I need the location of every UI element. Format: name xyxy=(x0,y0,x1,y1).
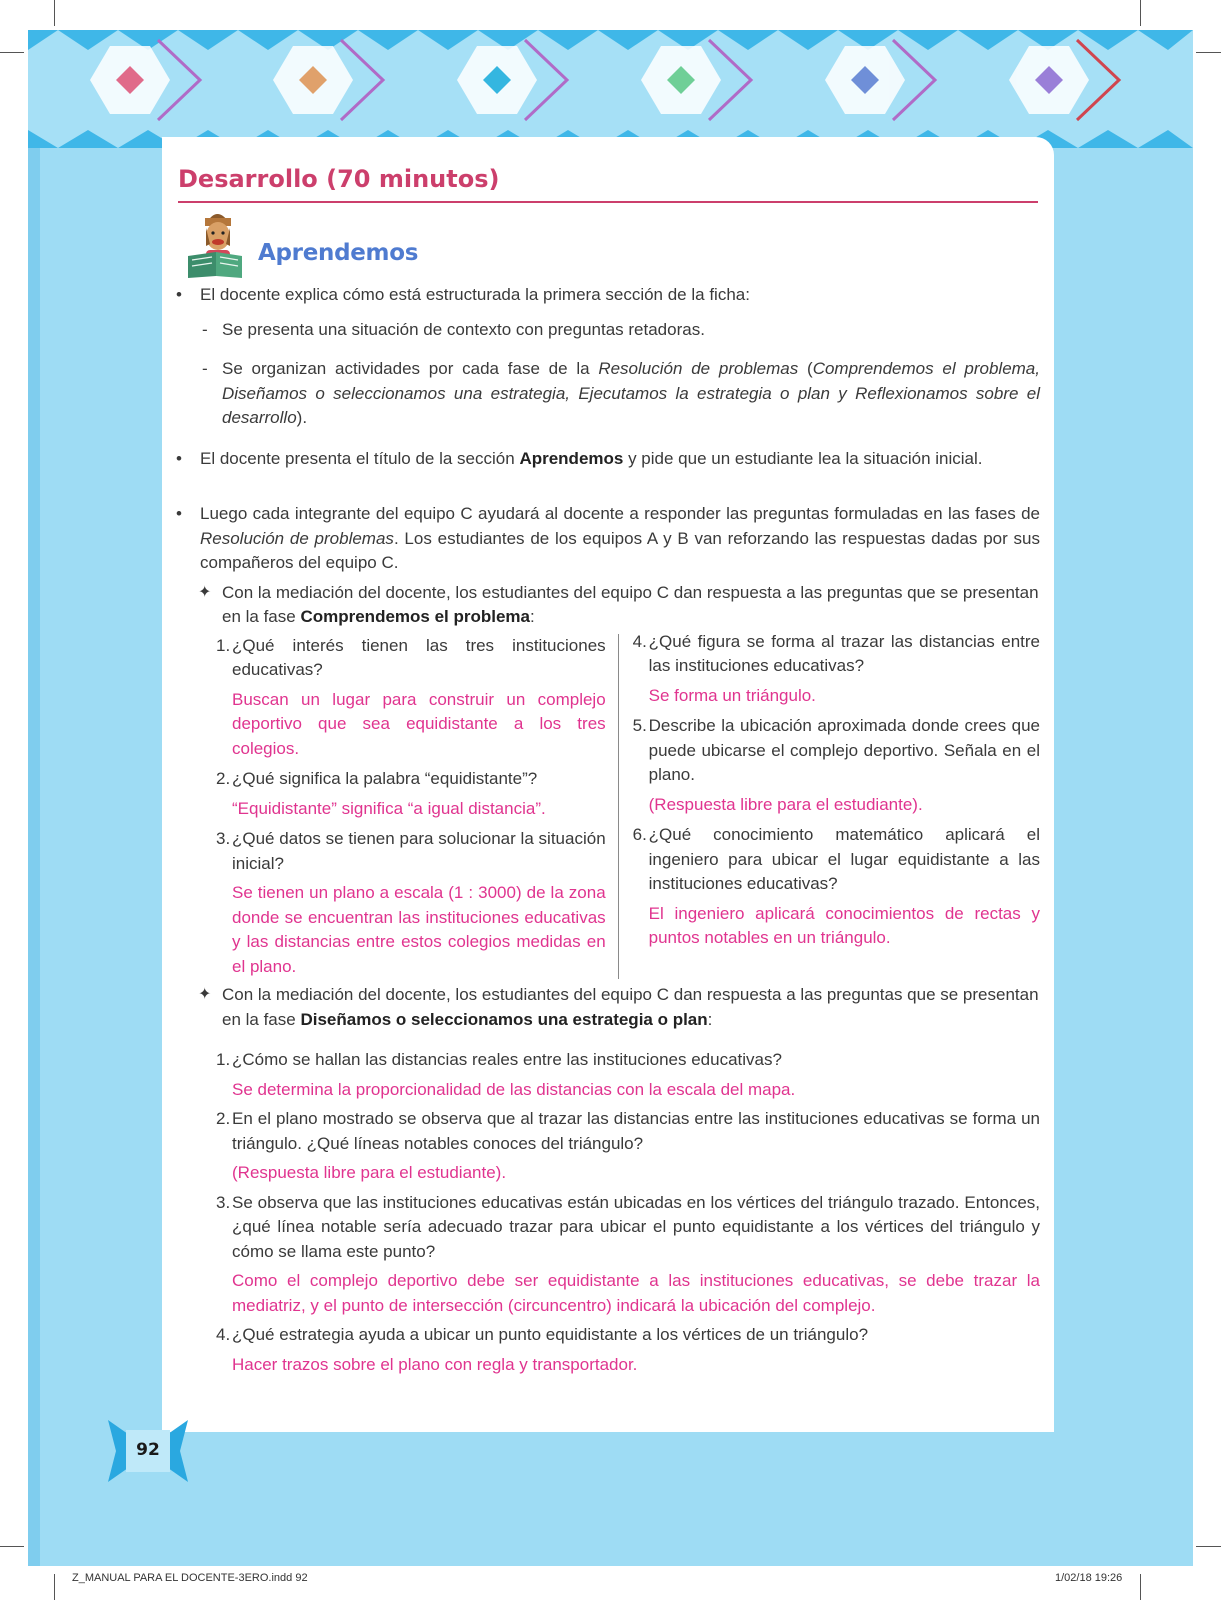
crop-mark xyxy=(1140,0,1141,26)
plus-icon: ✦ xyxy=(198,986,212,1003)
question-text: ¿Cómo se hallan las distancias reales entre las instituciones educativas? xyxy=(232,1050,782,1069)
question-item xyxy=(633,823,1040,897)
phase2-intro xyxy=(176,983,1040,1032)
phase2-intro-text: : xyxy=(707,1009,713,1029)
plus-icon: ✦ xyxy=(198,583,212,601)
bullet-team xyxy=(176,502,1040,576)
question-number: 1. xyxy=(216,635,231,655)
question-item xyxy=(216,1107,1040,1156)
crop-mark xyxy=(54,0,55,26)
question-text: ¿Qué significa la palabra “equidistante”? xyxy=(232,769,538,788)
sub-item xyxy=(176,318,1040,343)
crop-mark xyxy=(1196,52,1221,53)
bullet-text: Luego cada integrante del equipo C ayudará al docente a responder las preguntas formuladas en las fases de xyxy=(200,504,1040,523)
decorative-header-band xyxy=(28,30,1193,148)
question-number: 1. xyxy=(216,1050,231,1069)
crop-mark xyxy=(54,1574,55,1600)
crop-mark xyxy=(1196,1546,1221,1547)
bullet-text: El docente explica cómo está estructurada la primera sección de la ficha: xyxy=(200,285,750,304)
aprendemos-heading: Aprendemos xyxy=(258,240,419,266)
question-item xyxy=(216,767,606,792)
crop-mark xyxy=(0,1546,24,1547)
sub-item-text: Se presenta una situación de contexto con preguntas retadoras. xyxy=(222,319,705,339)
phase1-intro xyxy=(176,581,1040,630)
bullet-bold: Aprendemos xyxy=(519,448,624,468)
bullet-text: y pide que un estudiante lea la situación inicial. xyxy=(623,448,983,468)
phase1-right-column xyxy=(632,631,1040,980)
question-number: 4. xyxy=(632,631,647,651)
question-number: 4. xyxy=(216,1325,231,1344)
footer-timestamp: 1/02/18 19:26 xyxy=(1055,1572,1123,1584)
question-item xyxy=(216,1191,1040,1265)
sub-item-text: ). xyxy=(296,408,308,427)
answer-text: Se forma un triángulo. xyxy=(648,685,816,705)
question-number: 3. xyxy=(216,829,231,848)
phase1-columns xyxy=(216,631,1040,980)
sub-item-italic: Comprendemos el problema, Diseñamos o seleccionamos una estrategia, Ejecutamos la estrategia o plan y Reflexionamos sobre el desarrollo xyxy=(222,359,1040,427)
question-number: 6. xyxy=(632,825,647,844)
student-reading-icon xyxy=(186,206,248,280)
left-side-strip xyxy=(28,148,40,1570)
question-text: En el plano mostrado se observa que al trazar las distancias entre las instituciones educativas se forma un triángulo. ¿Qué líneas notables conoces del triángulo? xyxy=(232,1109,1040,1153)
title-rule xyxy=(178,201,1038,203)
sub-item-text: Se organizan actividades por cada fase de la xyxy=(222,359,599,378)
answer-text: Hacer trazos sobre el plano con regla y transportador. xyxy=(232,1354,638,1374)
question-number: 3. xyxy=(216,1192,231,1212)
question-number: 2. xyxy=(216,1109,231,1128)
question-text: Se observa que las instituciones educativas están ubicadas en los vértices del triángulo trazado. Entonces, ¿qué línea notable sería adecuado trazar para ubicar el punto equidistante a los vértices del triángulo y cómo se llama este punto? xyxy=(232,1192,1040,1261)
answer-text: Se determina la proporcionalidad de las distancias con la escala del mapa. xyxy=(232,1079,796,1099)
sub-item-text: ( xyxy=(798,359,813,378)
footer-filename: Z_MANUAL PARA EL DOCENTE-3ERO.indd 92 xyxy=(72,1572,308,1584)
question-text: ¿Qué datos se tienen para solucionar la situación inicial? xyxy=(232,829,606,873)
section-title: Desarrollo (70 minutos) xyxy=(178,165,500,193)
sub-item-italic: Resolución de problemas xyxy=(598,359,799,378)
question-number: 2. xyxy=(216,769,231,788)
answer-text: (Respuesta libre para el estudiante). xyxy=(232,1163,507,1182)
sub-item xyxy=(176,357,1040,431)
question-item xyxy=(216,634,606,683)
main-content xyxy=(176,283,1040,1377)
bullet-italic: Resolución de problemas xyxy=(200,528,394,548)
bullet-title xyxy=(176,447,1040,472)
phase2-intro-text: Con la mediación del docente, los estudiantes del equipo C dan respuesta a las preguntas que se presentan en la fase xyxy=(222,985,1039,1029)
question-number: 5. xyxy=(632,716,647,735)
question-item xyxy=(633,714,1040,788)
phase2-intro-bold: Diseñamos o seleccionamos una estrategia o plan xyxy=(300,1009,708,1029)
page-number: 92 xyxy=(136,1440,160,1460)
phase1-intro-text: : xyxy=(530,607,535,626)
question-item xyxy=(216,827,606,876)
bullet-text: El docente presenta el título de la sección xyxy=(200,448,520,468)
column-divider xyxy=(618,634,619,980)
answer-text: Buscan un lugar para construir un complejo deportivo que sea equidistante a los tres colegios. xyxy=(232,689,606,758)
question-item xyxy=(633,630,1040,679)
question-text: ¿Qué estrategia ayuda a ubicar un punto equidistante a los vértices de un triángulo? xyxy=(232,1325,869,1344)
phase1-intro-text: Con la mediación del docente, los estudiantes del equipo C dan respuesta a las preguntas que se presentan en la fase xyxy=(222,582,1039,626)
phase1-left-column xyxy=(216,634,618,980)
question-text: ¿Qué conocimiento matemático aplicará el ingeniero para ubicar el lugar equidistante a las instituciones educativas? xyxy=(648,825,1040,893)
answer-text: Como el complejo deportivo debe ser equidistante a las instituciones educativas, se debe trazar la mediatriz, y el punto de intersección (circuncentro) indicará la ubicación del complejo. xyxy=(232,1271,1040,1315)
question-text: Describe la ubicación aproximada donde crees que puede ubicarse el complejo deportivo. Señala en el plano. xyxy=(648,716,1040,784)
bullet-text: . Los estudiantes de los equipos A y B van reforzando las respuestas dadas por sus compañeros del equipo C. xyxy=(200,528,1040,572)
question-item xyxy=(216,1048,1040,1073)
andean-pattern xyxy=(28,30,1193,148)
answer-text: “Equidistante” significa “a igual distancia”. xyxy=(232,798,546,818)
answer-text: (Respuesta libre para el estudiante). xyxy=(648,794,923,814)
answer-text: Se tienen un plano a escala (1 : 3000) de la zona donde se encuentran las instituciones educativas y las distancias entre estos colegios medidas en el plano. xyxy=(232,883,606,976)
question-text: ¿Qué figura se forma al trazar las distancias entre las instituciones educativas? xyxy=(648,631,1040,675)
crop-mark xyxy=(0,52,24,53)
bullet-structure xyxy=(176,283,1040,308)
phase1-intro-bold: Comprendemos el problema xyxy=(300,607,531,626)
question-item xyxy=(216,1323,1040,1348)
question-text: ¿Qué interés tienen las tres instituciones educativas? xyxy=(232,635,606,679)
crop-mark xyxy=(1140,1574,1141,1600)
answer-text: El ingeniero aplicará conocimientos de rectas y puntos notables en un triángulo. xyxy=(648,903,1040,947)
phase2-questions xyxy=(216,1048,1040,1377)
